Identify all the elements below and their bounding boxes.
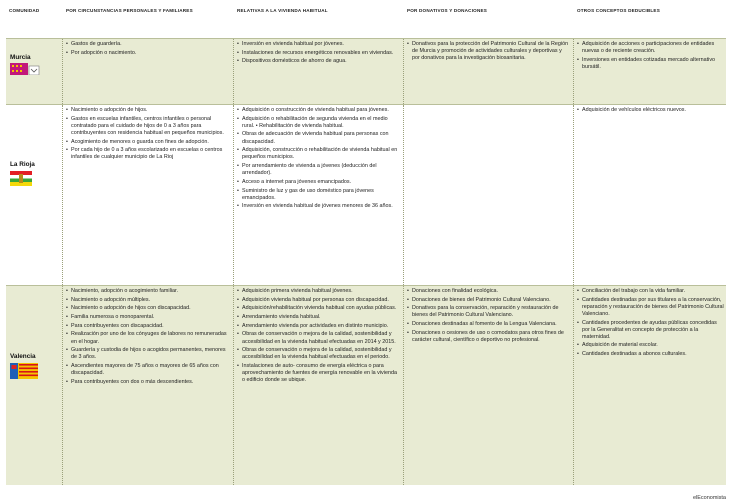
list-item: • Obras de adecuación de vivienda habitual para personas con discapacidad. (237, 131, 399, 145)
list-item: • Inversión en vivienda habitual de jóvenes menores de 36 años. (237, 203, 399, 210)
valencia-otros (577, 288, 725, 360)
list-item: • Inversión en vivienda habitual por jóvenes. (237, 41, 399, 48)
list-item: • Adquisición de vehículos eléctricos nuevos. (577, 107, 725, 114)
valencia-donativos (407, 288, 569, 346)
list-item: • Inversiones en entidades cotizadas mercado alternativo bursátil. (577, 57, 725, 71)
source-credit: elEconomista (692, 495, 726, 501)
la-rioja-flag-icon (10, 171, 32, 186)
community-name-la-rioja: La Rioja (10, 161, 35, 168)
list-item: • Donativos para la conservación, reparación y restauración de bienes del Patrimonio Cultural Valenciano. (407, 305, 569, 319)
list-item: • Gastos de guardería. (66, 41, 229, 48)
list-item: • Adquisición vivienda habitual por personas con discapacidad. (237, 297, 399, 304)
list-item: • Adquisición/rehabilitación vivienda habitual con ayudas públicas. (237, 305, 399, 312)
murcia-donativos (407, 41, 569, 64)
list-item: • Donaciones destinadas al fomento de la Lengua Valenciana. (407, 321, 569, 328)
list-item: • Adquisición, construcción o rehabilitación de vivienda habitual en pequeños municipios. (237, 147, 399, 161)
list-item: • Donativos para la protección del Patrimonio Cultural de la Región de Murcia y promoción de actividades culturales y deportivas y por donativos para la investigación biosanitaria. (407, 41, 569, 62)
valencia-personales (66, 288, 229, 387)
header-otros: OTROS CONCEPTOS DEDUCIBLES (577, 8, 660, 13)
list-item: • Donaciones con finalidad ecológica. (407, 288, 569, 295)
la-rioja-vivienda (237, 107, 399, 212)
list-item: • Adquisición o rehabilitación de segunda vivienda en el medio rural. • Rehabilitación de vivienda habitual. (237, 116, 399, 130)
list-item: • Para contribuyentes con discapacidad. (66, 323, 229, 330)
list-item: • Nacimiento, adopción o acogimiento familiar. (66, 288, 229, 295)
list-item: • Adquisición de material escolar. (577, 342, 725, 349)
murcia-vivienda (237, 41, 399, 67)
list-item: • Donaciones de bienes del Patrimonio Cultural Valenciano. (407, 297, 569, 304)
list-item: • Realización por uno de los cónyuges de labores no remuneradas en el hogar. (66, 331, 229, 345)
valencia-flag-icon (10, 363, 38, 379)
murcia-otros (577, 41, 725, 73)
table-row-la-rioja (6, 104, 726, 285)
list-item: • Donaciones o cesiones de uso o comodatos para otros fines de carácter cultural, científico o deportivo no profesional. (407, 330, 569, 344)
list-item: • Adquisición de acciones o participaciones de entidades nuevas o de reciente creación. (577, 41, 725, 55)
list-item: • Conciliación del trabajo con la vida familiar. (577, 288, 725, 295)
table-header (6, 0, 726, 26)
list-item: • Cantidades destinadas por sus titulares a la conservación, reparación y restauración de bienes del Patrimonio Cultural Valenciano. (577, 297, 725, 318)
list-item: • Nacimiento o adopción múltiples. (66, 297, 229, 304)
list-item: • Por adopción o nacimiento. (66, 50, 229, 57)
list-item: • Suministro de luz y gas de uso doméstico para jóvenes emancipados. (237, 188, 399, 202)
list-item: • Adquisición primera vivienda habitual jóvenes. (237, 288, 399, 295)
la-rioja-otros (577, 107, 725, 116)
list-item: • Por arrendamiento de vivienda a jóvenes (deducción del arrendador). (237, 163, 399, 177)
la-rioja-personales (66, 107, 229, 163)
list-item: • Acceso a internet para jóvenes emancipados. (237, 179, 399, 186)
list-item: • Obras de conservación o mejora de la calidad, sostenibilidad y accesibilidad en la vivienda habitual efectuadas en el periodo. (237, 347, 399, 361)
list-item: • Ascendientes mayores de 75 años o mayores de 65 años con discapacidad. (66, 363, 229, 377)
header-comunidad: COMUNIDAD (9, 8, 40, 13)
valencia-vivienda (237, 288, 399, 386)
list-item: • Arrendamiento vivienda habitual. (237, 314, 399, 321)
murcia-personales (66, 41, 229, 58)
list-item: • Cantidades destinadas a abonos culturales. (577, 351, 725, 358)
list-item: • Instalaciones de recursos energéticos renovables en viviendas. (237, 50, 399, 57)
list-item: • Acogimiento de menores o guarda con fines de adopción. (66, 139, 229, 146)
murcia-flag-icon (10, 63, 40, 75)
list-item: • Familia numerosa o monoparental. (66, 314, 229, 321)
community-name-murcia: Murcia (10, 54, 31, 61)
header-donativos: POR DONATIVOS Y DONACIONES (407, 8, 487, 13)
header-vivienda: RELATIVAS A LA VIVIENDA HABITUAL (237, 8, 328, 13)
header-personales: POR CIRCUNSTANCIAS PERSONALES Y FAMILIARES (66, 8, 193, 13)
table-row-murcia (6, 38, 726, 104)
deductions-table (6, 0, 726, 385)
list-item: • Nacimiento o adopción de hijos con discapacidad. (66, 305, 229, 312)
list-item: • Obras de conservación o mejora de la calidad, sostenibilidad y accesibilidad en la vivienda habitual efectuadas en 2014 y 2015. (237, 331, 399, 345)
list-item: • Para contribuyentes con dos o más descendientes. (66, 379, 229, 386)
list-item: • Guardería y custodia de hijos o acogidos permanentes, menores de 3 años. (66, 347, 229, 361)
community-name-valencia: Valencia (10, 353, 36, 360)
list-item: • Instalaciones de auto- consumo de energía eléctrica o para aprovechamiento de fuentes de energía renovable en la vivienda o edificio donde se ubique. (237, 363, 399, 384)
list-item: • Arrendamiento vivienda por actividades en distinto municipio. (237, 323, 399, 330)
list-item: • Adquisición o construcción de vivienda habitual para jóvenes. (237, 107, 399, 114)
list-item: • Gastos en escuelas infantiles, centros infantiles o personal contratado para el cuidado de hijos de 0 a 3 años para contribuyentes con residencia habitual en pequeños municipios. (66, 116, 229, 137)
list-item: • Cantidades procedentes de ayudas públicas concedidas por la Generalitat en concepto de protección a la maternidad. (577, 320, 725, 341)
list-item: • Dispositivos domésticos de ahorro de agua. (237, 58, 399, 65)
list-item: • Nacimiento o adopción de hijos. (66, 107, 229, 114)
table-row-valencia (6, 285, 726, 485)
list-item: • Por cada hijo de 0 a 3 años escolarizado en escuelas o centros infantiles de cualquier municipio de La Rioj (66, 147, 229, 161)
